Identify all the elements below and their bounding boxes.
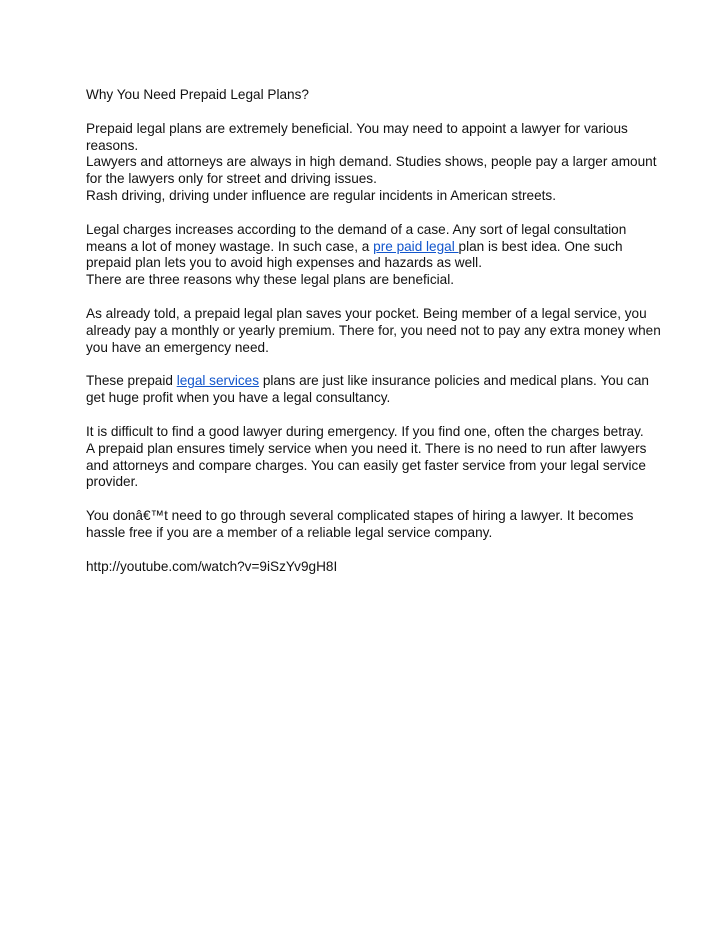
youtube-url-text: http://youtube.com/watch?v=9iSzYv9gH8I xyxy=(86,558,338,574)
text-line: provider. xyxy=(86,474,139,490)
paragraph-savings xyxy=(86,305,661,356)
text-line-with-link xyxy=(86,373,654,390)
paragraph-emergency xyxy=(86,424,654,491)
pre-paid-legal-link[interactable]: pre paid legal xyxy=(373,238,459,254)
text-line: You donâ€™t need to go through several complicated stapes of hiring a lawyer. It becomes xyxy=(86,508,634,524)
text-line: prepaid plan lets you to avoid high expenses and hazards as well. xyxy=(86,255,482,271)
text-segment: These prepaid xyxy=(86,373,177,389)
text-segment: plan is best idea. One such xyxy=(458,238,623,254)
text-line: already pay a monthly or yearly premium. There for, you need not to pay any extra money when xyxy=(86,322,661,338)
text-line: Rash driving, driving under influence are regular incidents in American streets. xyxy=(86,187,556,203)
text-segment: means a lot of money wastage. In such case, a xyxy=(86,238,374,254)
text-line: Legal charges increases according to the demand of a case. Any sort of legal consultation xyxy=(86,221,627,237)
text-line: you have an emergency need. xyxy=(86,339,269,355)
document-body xyxy=(86,87,661,593)
title-text: Why You Need Prepaid Legal Plans? xyxy=(86,87,309,102)
text-line: It is difficult to find a good lawyer during emergency. If you find one, often the charges betray. xyxy=(86,423,644,439)
text-line: and attorneys and compare charges. You can easily get faster service from your legal service xyxy=(86,457,646,473)
paragraph-hassle-free xyxy=(86,508,654,542)
legal-services-link[interactable]: legal services xyxy=(176,373,260,389)
paragraph-charges xyxy=(86,222,654,289)
text-line: hassle free if you are a member of a reliable legal service company. xyxy=(86,524,493,540)
paragraph-intro xyxy=(86,120,657,205)
text-line: reasons. xyxy=(86,137,139,153)
text-line: Lawyers and attorneys are always in high demand. Studies shows, people pay a larger amount xyxy=(86,154,657,170)
text-segment: plans are just like insurance policies and medical plans. You can xyxy=(259,373,649,389)
text-line: A prepaid plan ensures timely service when you need it. There is no need to run after lawyers xyxy=(86,440,647,456)
document-title xyxy=(86,87,654,104)
text-line: There are three reasons why these legal plans are beneficial. xyxy=(86,272,455,288)
paragraph-insurance xyxy=(86,373,654,407)
text-line-with-link xyxy=(86,239,654,256)
text-line: get huge profit when you have a legal consultancy. xyxy=(86,390,391,406)
paragraph-url xyxy=(86,559,654,576)
text-line: Prepaid legal plans are extremely beneficial. You may need to appoint a lawyer for various xyxy=(86,120,628,136)
text-line: for the lawyers only for street and driving issues. xyxy=(86,171,377,187)
text-line: As already told, a prepaid legal plan saves your pocket. Being member of a legal service, you xyxy=(86,305,647,321)
